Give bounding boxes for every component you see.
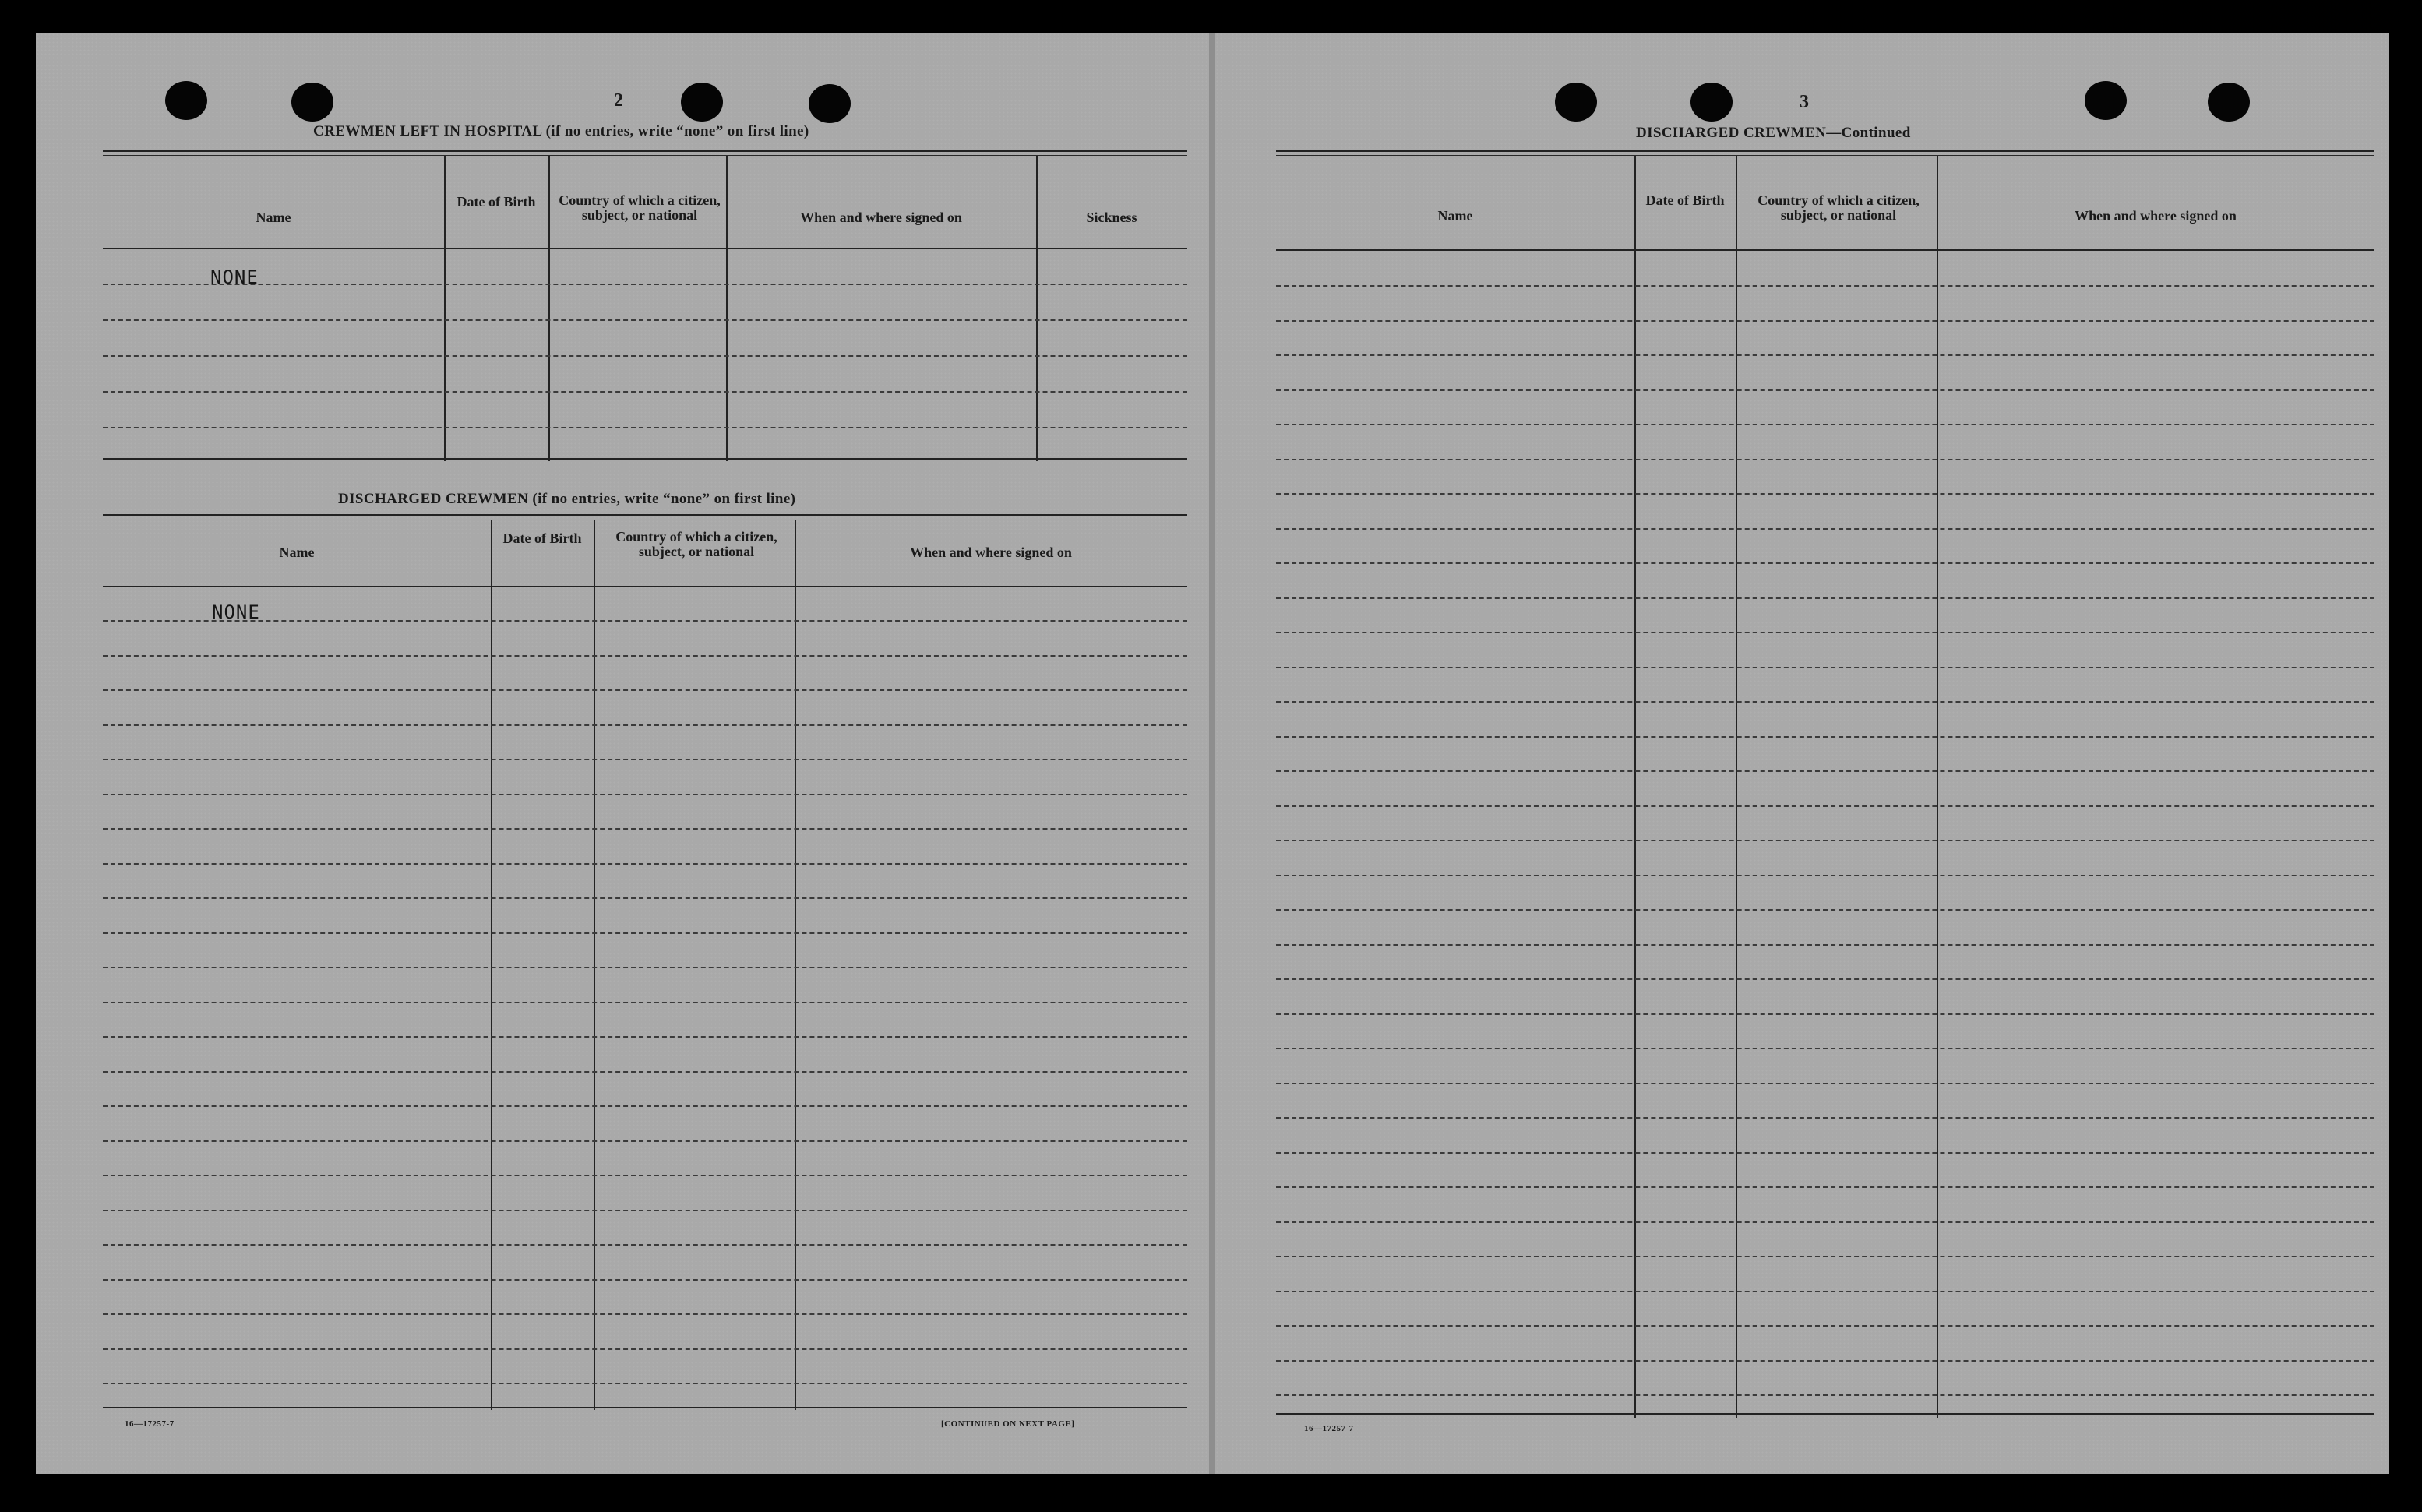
ruled-line — [103, 1348, 1187, 1350]
ruled-line — [1276, 1186, 2374, 1188]
ruled-line — [103, 620, 1187, 622]
ruled-line — [1276, 1394, 2374, 1396]
ruled-line — [1276, 632, 2374, 633]
ruled-line — [1276, 736, 2374, 738]
ruled-line — [1276, 285, 2374, 287]
page-fold — [1209, 33, 1215, 1474]
discharged-first-entry: NONE — [212, 601, 260, 623]
ruled-line — [1276, 701, 2374, 703]
col-header-date-of-birth: Date of Birth — [1645, 192, 1725, 208]
ruled-line — [103, 967, 1187, 968]
ruled-line — [103, 1244, 1187, 1246]
ruled-line — [1276, 1291, 2374, 1292]
col-header-name: Name — [279, 545, 315, 560]
punch-hole — [165, 81, 207, 120]
ruled-line — [1276, 1256, 2374, 1257]
discharged-continued-title: DISCHARGED CREWMEN—Continued — [1636, 125, 1911, 141]
ruled-line — [103, 1175, 1187, 1176]
ruled-line — [103, 1210, 1187, 1211]
col-header-date-of-birth: Date of Birth — [457, 194, 536, 210]
ruled-line — [103, 724, 1187, 726]
ruled-line — [103, 1313, 1187, 1315]
form-number: 16—17257-7 — [125, 1419, 175, 1429]
ruled-line — [103, 1279, 1187, 1281]
ruled-line — [103, 1036, 1187, 1038]
ruled-line — [1276, 1152, 2374, 1154]
ruled-line — [103, 828, 1187, 830]
col-header-signed-on: When and where signed on — [800, 210, 962, 225]
ruled-line — [103, 932, 1187, 934]
ruled-line — [1276, 389, 2374, 391]
col-header-country: Country of which a citizen, subject, or national — [615, 529, 777, 559]
ruled-line — [1276, 1117, 2374, 1119]
discharged-continued-table — [1276, 150, 2374, 1418]
hospital-section-title: CREWMEN LEFT IN HOSPITAL (if no entries, write “none” on first line) — [313, 123, 809, 139]
col-header-signed-on: When and where signed on — [2075, 208, 2237, 224]
ruled-line — [1276, 909, 2374, 911]
ruled-line — [103, 1140, 1187, 1142]
ruled-line — [1276, 354, 2374, 356]
page-number: 2 — [614, 90, 623, 111]
discharged-section-title: DISCHARGED CREWMEN (if no entries, write “none” on first line) — [338, 491, 796, 507]
ruled-line — [103, 655, 1187, 657]
ruled-line — [1276, 1221, 2374, 1223]
ruled-line — [1276, 875, 2374, 876]
discharged-table — [103, 514, 1187, 1410]
ruled-line — [1276, 1083, 2374, 1084]
ruled-line — [1276, 1360, 2374, 1362]
col-header-sickness: Sickness — [1086, 210, 1137, 225]
ruled-line — [103, 1105, 1187, 1107]
ruled-line — [1276, 667, 2374, 668]
punch-hole — [1555, 83, 1597, 122]
punch-hole — [681, 83, 723, 122]
ruled-line — [1276, 770, 2374, 772]
punch-hole — [2085, 81, 2127, 120]
page-number: 3 — [1800, 92, 1809, 112]
ruled-line — [103, 794, 1187, 795]
col-header-country: Country of which a citizen, subject, or national — [1757, 192, 1920, 223]
hospital-first-entry: NONE — [210, 266, 259, 288]
right-page — [1215, 33, 2389, 1474]
ruled-line — [1276, 1013, 2374, 1015]
ruled-line — [103, 1071, 1187, 1073]
left-page — [36, 33, 1209, 1474]
ruled-line — [1276, 459, 2374, 460]
col-header-name: Name — [1437, 208, 1473, 224]
ruled-line — [103, 897, 1187, 899]
ruled-line — [103, 1383, 1187, 1384]
ruled-line — [1276, 320, 2374, 322]
punch-hole — [809, 84, 851, 123]
col-header-date-of-birth: Date of Birth — [502, 530, 582, 546]
ruled-line — [103, 863, 1187, 865]
col-header-signed-on: When and where signed on — [910, 545, 1072, 560]
col-header-country: Country of which a citizen, subject, or national — [559, 192, 721, 223]
ruled-line — [1276, 840, 2374, 841]
ruled-line — [1276, 978, 2374, 980]
ruled-line — [1276, 805, 2374, 807]
form-number: 16—17257-7 — [1304, 1424, 1354, 1433]
punch-hole — [1690, 83, 1733, 122]
punch-hole — [2208, 83, 2250, 122]
ruled-line — [1276, 1048, 2374, 1049]
ruled-line — [103, 689, 1187, 691]
ruled-line — [103, 759, 1187, 760]
ruled-line — [103, 1002, 1187, 1003]
ruled-line — [1276, 1325, 2374, 1327]
ruled-line — [1276, 597, 2374, 599]
ruled-line — [1276, 562, 2374, 564]
ruled-line — [1276, 424, 2374, 425]
continued-note: [CONTINUED ON NEXT PAGE] — [941, 1419, 1075, 1429]
ruled-line — [1276, 493, 2374, 495]
punch-hole — [291, 83, 333, 122]
hospital-table — [103, 150, 1187, 461]
col-header-name: Name — [256, 210, 291, 225]
ruled-line — [1276, 528, 2374, 530]
ruled-line — [1276, 944, 2374, 946]
